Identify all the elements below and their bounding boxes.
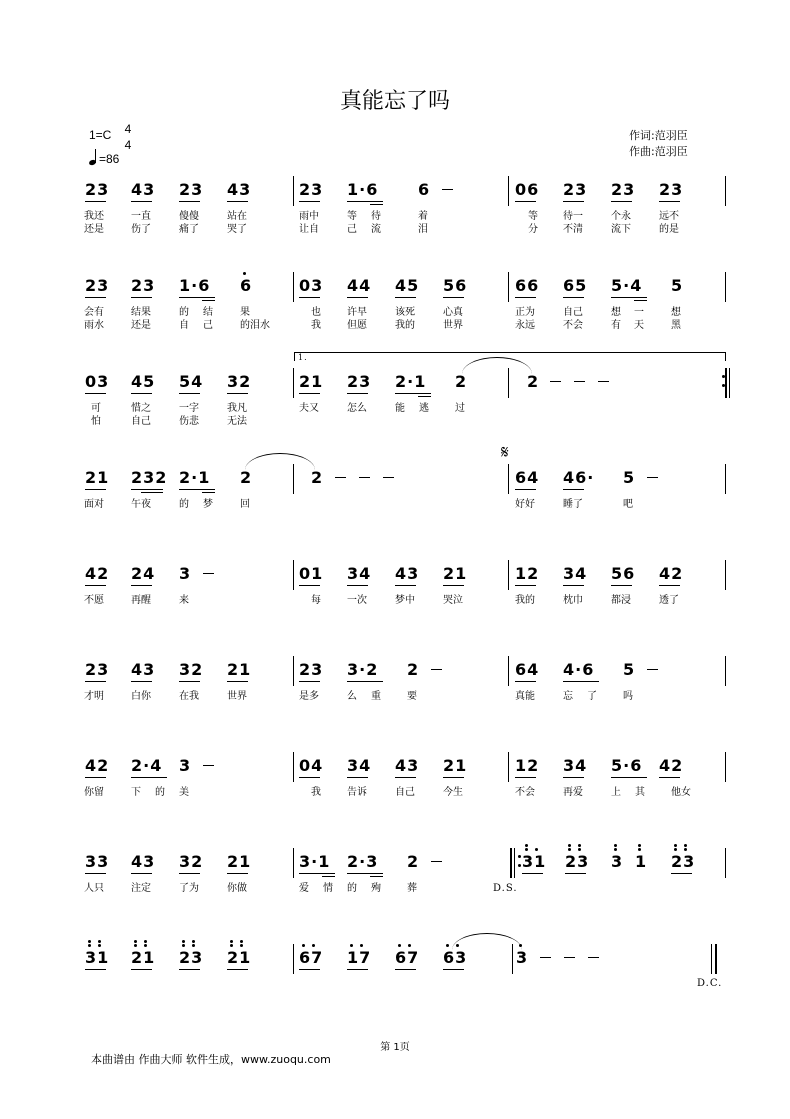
lyric: 痛了 <box>179 224 199 235</box>
score-row-8 <box>0 852 790 960</box>
score-row-7 <box>0 756 790 864</box>
note: 23 <box>299 660 324 679</box>
note: 23 <box>671 852 696 871</box>
lyric: 你留 <box>84 787 104 798</box>
note: 23 <box>85 660 110 679</box>
lyric: 每 <box>311 595 321 606</box>
lyric: 一字 <box>179 403 199 414</box>
lyric: 好好 <box>515 499 535 510</box>
lyric: 再醒 <box>131 595 151 606</box>
lyric: 的 <box>179 499 189 510</box>
lyric: 自己 <box>395 787 415 798</box>
note: 1·6 <box>179 276 211 295</box>
lyric: 可 <box>91 403 101 414</box>
lyric: 怎么 <box>347 403 367 414</box>
lyric: 哭了 <box>227 224 247 235</box>
lyric: 透了 <box>659 595 679 606</box>
note: 42 <box>659 756 684 775</box>
note: 31 <box>522 852 547 871</box>
note: 66 <box>515 276 540 295</box>
lyric: 吧 <box>623 499 633 510</box>
note: 23 <box>611 180 636 199</box>
lyric: 远不 <box>659 211 679 222</box>
note: 2·1 <box>179 468 211 487</box>
note: 5 <box>623 660 636 679</box>
note: 3 <box>179 564 192 583</box>
time-signature <box>121 121 135 153</box>
lyric: 伤悲 <box>179 416 199 427</box>
page-number: 第 1页 <box>380 1042 410 1053</box>
note: 46· <box>563 468 595 487</box>
lyric: 想 <box>611 307 621 318</box>
lyric: 其 <box>635 787 645 798</box>
note: 21 <box>227 660 252 679</box>
lyric: 雨水 <box>84 320 104 331</box>
lyric: 怕 <box>91 416 101 427</box>
lyric: 个永 <box>611 211 631 222</box>
note: 21 <box>443 564 468 583</box>
score-row-3 <box>0 372 790 480</box>
lyric: 伤了 <box>131 224 151 235</box>
lyric: 梦 <box>203 499 213 510</box>
lyric: 夫又 <box>299 403 319 414</box>
lyric: 我凡 <box>227 403 247 414</box>
lyric: 正为 <box>515 307 535 318</box>
segno-icon: 𝄋 <box>501 442 509 463</box>
note: 43 <box>395 564 420 583</box>
time-sig-top: 4 <box>124 122 132 136</box>
lyric: 流 <box>371 224 381 235</box>
lyric: 回 <box>240 499 250 510</box>
note: 23 <box>85 276 110 295</box>
note: 3·2 <box>347 660 379 679</box>
lyric: 吗 <box>623 691 633 702</box>
lyric: 待一 <box>563 211 583 222</box>
note: 5·4 <box>611 276 643 295</box>
note: 2 <box>407 660 420 679</box>
lyric: 在我 <box>179 691 199 702</box>
lyric: 面对 <box>84 499 104 510</box>
note: 04 <box>299 756 324 775</box>
volta-label: 1. <box>298 353 308 362</box>
lyric: 我的 <box>395 320 415 331</box>
note: 2 <box>527 372 540 391</box>
lyric: 不清 <box>563 224 583 235</box>
lyric: 泪 <box>418 224 428 235</box>
note: 54 <box>179 372 204 391</box>
note: 45 <box>395 276 420 295</box>
note: 23 <box>131 276 156 295</box>
ds-marking: D.S. <box>493 883 518 894</box>
lyric: 不会 <box>515 787 535 798</box>
lyric: 我还 <box>84 211 104 222</box>
lyric: 等 <box>528 211 538 222</box>
lyric: 的 <box>347 883 357 894</box>
note: 21 <box>443 756 468 775</box>
lyric: 许早 <box>347 307 367 318</box>
lyric: 枕巾 <box>563 595 583 606</box>
note: 23 <box>563 180 588 199</box>
lyric: 要 <box>407 691 417 702</box>
lyric: 睡了 <box>563 499 583 510</box>
lyric: 天 <box>634 320 644 331</box>
note: 21 <box>227 948 252 967</box>
lyric: 还是 <box>84 224 104 235</box>
lyric: 午夜 <box>131 499 151 510</box>
note: 43 <box>227 180 252 199</box>
note: 43 <box>131 660 156 679</box>
score-row-1 <box>0 180 790 288</box>
lyric: 心真 <box>443 307 463 318</box>
tempo-value: =86 <box>99 152 120 166</box>
lyric: 的 <box>179 307 189 318</box>
lyric: 不愿 <box>84 595 104 606</box>
note: 64 <box>515 468 540 487</box>
lyric: 结 <box>203 307 213 318</box>
lyric: 站在 <box>227 211 247 222</box>
score-row-6 <box>0 660 790 768</box>
note: 3 <box>611 852 624 871</box>
note: 6 <box>240 276 253 295</box>
lyric: 都浸 <box>611 595 631 606</box>
note: 21 <box>131 948 156 967</box>
lyric: 真能 <box>515 691 535 702</box>
note: 21 <box>299 372 324 391</box>
lyric: 还是 <box>131 320 151 331</box>
note: 3 <box>516 948 529 967</box>
lyric: 雨中 <box>299 211 319 222</box>
lyric: 梦中 <box>395 595 415 606</box>
lyric: 美 <box>179 787 189 798</box>
note: 06 <box>515 180 540 199</box>
note: 45 <box>131 372 156 391</box>
lyric: 葬 <box>407 883 417 894</box>
lyric: 上 <box>611 787 621 798</box>
footer-note: 本曲谱由 作曲大师 软件生成，www.zuoqu.com <box>91 1053 331 1066</box>
lyric: 自 <box>179 320 189 331</box>
key-signature: 1=C <box>89 128 112 142</box>
note: 64 <box>515 660 540 679</box>
note: 01 <box>299 564 324 583</box>
lyric: 了为 <box>179 883 199 894</box>
lyric: 但愿 <box>347 320 367 331</box>
lyric: 情 <box>323 883 333 894</box>
note: 33 <box>85 852 110 871</box>
lyric: 自己 <box>563 307 583 318</box>
lyric: 重 <box>371 691 381 702</box>
tempo-marking <box>89 148 119 166</box>
lyric: 爱 <box>299 883 309 894</box>
lyric: 一 <box>634 307 644 318</box>
lyric: 让自 <box>299 224 319 235</box>
note: 6 <box>418 180 431 199</box>
note: 43 <box>395 756 420 775</box>
lyric: 惜之 <box>131 403 151 414</box>
lyricist: 作词:范羽臣 <box>629 129 688 142</box>
lyric: 流下 <box>611 224 631 235</box>
lyric: 想 <box>671 307 681 318</box>
note: 5 <box>671 276 684 295</box>
lyric: 忘 <box>563 691 573 702</box>
lyric: 我的 <box>515 595 535 606</box>
note: 34 <box>563 756 588 775</box>
quarter-note-icon <box>89 148 99 166</box>
lyric: 白你 <box>131 691 151 702</box>
note: 56 <box>611 564 636 583</box>
lyric: 他女 <box>671 787 691 798</box>
note: 42 <box>85 756 110 775</box>
dc-marking: D.C. <box>697 978 723 989</box>
lyric: 果 <box>240 307 250 318</box>
note: 43 <box>131 852 156 871</box>
note: 2·3 <box>347 852 379 871</box>
note: 31 <box>85 948 110 967</box>
note: 65 <box>563 276 588 295</box>
lyric: 的 <box>155 787 165 798</box>
lyric: 了 <box>587 691 597 702</box>
note: 2·1 <box>395 372 427 391</box>
note: 23 <box>179 948 204 967</box>
lyric: 傻傻 <box>179 211 199 222</box>
note: 44 <box>347 276 372 295</box>
note: 2 <box>240 468 253 487</box>
lyric: 分 <box>528 224 538 235</box>
note: 12 <box>515 564 540 583</box>
lyric: 才明 <box>84 691 104 702</box>
lyric: 结果 <box>131 307 151 318</box>
lyric: 的泪水 <box>240 320 270 331</box>
lyric: 会有 <box>84 307 104 318</box>
lyric: 逃 <box>419 403 429 414</box>
lyric: 你做 <box>227 883 247 894</box>
lyric: 注定 <box>131 883 151 894</box>
lyric: 一次 <box>347 595 367 606</box>
lyric: 么 <box>347 691 357 702</box>
note: 23 <box>85 180 110 199</box>
note: 43 <box>131 180 156 199</box>
song-title: 真能忘了吗 <box>339 89 450 114</box>
note: 34 <box>563 564 588 583</box>
lyric: 再爱 <box>563 787 583 798</box>
note: 32 <box>179 660 204 679</box>
lyric: 我 <box>311 320 321 331</box>
note: 23 <box>565 852 590 871</box>
lyric: 一直 <box>131 211 151 222</box>
note: 232 <box>131 468 168 487</box>
note: 23 <box>347 372 372 391</box>
lyric: 黑 <box>671 320 681 331</box>
lyric: 该死 <box>395 307 415 318</box>
lyric: 世界 <box>443 320 463 331</box>
lyric: 不会 <box>563 320 583 331</box>
lyric: 下 <box>131 787 141 798</box>
score-row-5 <box>0 564 790 672</box>
lyric: 来 <box>179 595 189 606</box>
note: 23 <box>299 180 324 199</box>
lyric: 也 <box>311 307 321 318</box>
note: 34 <box>347 564 372 583</box>
note: 12 <box>515 756 540 775</box>
note: 2 <box>407 852 420 871</box>
note: 21 <box>227 852 252 871</box>
note: 24 <box>131 564 156 583</box>
note: 2·4 <box>131 756 163 775</box>
note: 1·6 <box>347 180 379 199</box>
note: 42 <box>85 564 110 583</box>
lyric: 待 <box>371 211 381 222</box>
note: 2 <box>311 468 324 487</box>
lyric: 哭泣 <box>443 595 463 606</box>
lyric: 人只 <box>84 883 104 894</box>
note: 63 <box>443 948 468 967</box>
score-row-2 <box>0 276 790 384</box>
note: 42 <box>659 564 684 583</box>
note: 23 <box>179 180 204 199</box>
lyric: 等 <box>347 211 357 222</box>
lyric: 自己 <box>131 416 151 427</box>
time-sig-bottom: 4 <box>124 138 132 152</box>
note: 1 <box>635 852 648 871</box>
lyric: 殉 <box>371 883 381 894</box>
note: 34 <box>347 756 372 775</box>
note: 03 <box>85 372 110 391</box>
credits <box>629 128 688 160</box>
lyric: 今生 <box>443 787 463 798</box>
note: 56 <box>443 276 468 295</box>
note: 67 <box>395 948 420 967</box>
lyric: 告诉 <box>347 787 367 798</box>
lyric: 我 <box>311 787 321 798</box>
lyric: 永远 <box>515 320 535 331</box>
note: 3 <box>179 756 192 775</box>
note: 03 <box>299 276 324 295</box>
note: 4·6 <box>563 660 595 679</box>
note: 21 <box>85 468 110 487</box>
note: 23 <box>659 180 684 199</box>
lyric: 己 <box>347 224 357 235</box>
lyric: 过 <box>455 403 465 414</box>
lyric: 能 <box>395 403 405 414</box>
note: 17 <box>347 948 372 967</box>
note: 3·1 <box>299 852 331 871</box>
note: 5·6 <box>611 756 643 775</box>
lyric: 着 <box>418 211 428 222</box>
lyric: 无法 <box>227 416 247 427</box>
composer: 作曲:范羽臣 <box>629 145 688 158</box>
lyric: 的是 <box>659 224 679 235</box>
note: 67 <box>299 948 324 967</box>
note: 32 <box>227 372 252 391</box>
note: 32 <box>179 852 204 871</box>
lyric: 己 <box>203 320 213 331</box>
lyric: 是多 <box>299 691 319 702</box>
note: 5 <box>623 468 636 487</box>
lyric: 世界 <box>227 691 247 702</box>
score-row-4 <box>0 442 790 576</box>
lyric: 有 <box>611 320 621 331</box>
note: 2 <box>455 372 468 391</box>
